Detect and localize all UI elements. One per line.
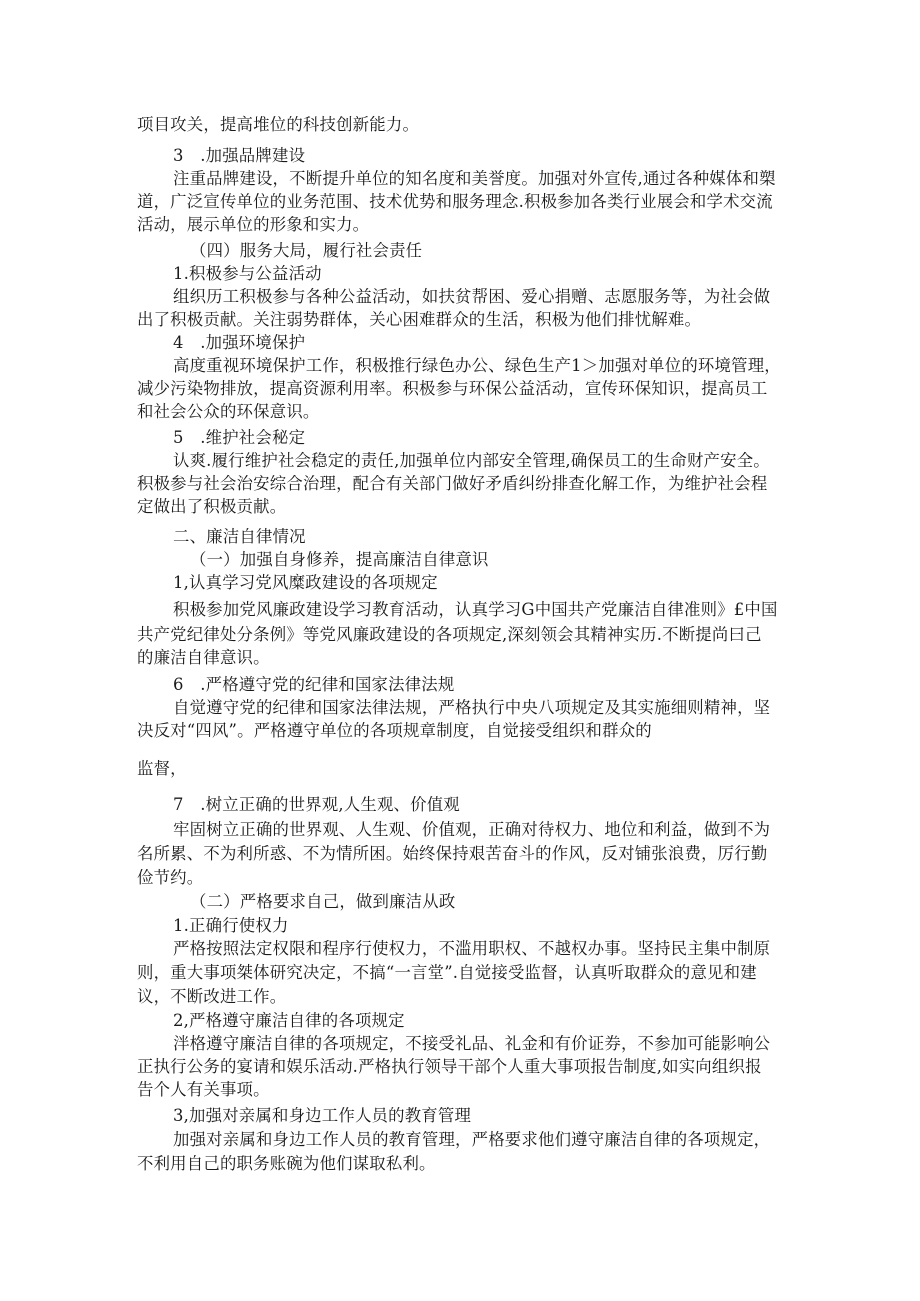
paragraph-line: 议，不断改进工作。 xyxy=(137,987,287,1006)
section-heading: 3 .加强品牌建设 xyxy=(173,146,306,165)
paragraph-line: 减少污染物排放，提高资源利用率。积极参与环保公益活动，宣传环保知识，提高员工 xyxy=(137,379,768,398)
paragraph-line: 加强对亲属和身边工作人员的教育管理，严格要求他们遵守廉洁自律的各项规定， xyxy=(173,1130,771,1149)
section-heading: 二、廉洁自律情况 xyxy=(173,527,306,546)
section-heading: 6 .严格遵守党的纪律和国家法律法规 xyxy=(173,675,455,694)
paragraph-line: 则，重大事项桀体研究决定，不搞“一言堂”.自觉接受监督，认真听取群众的意见和建 xyxy=(137,963,757,982)
paragraph-line: 注重品牌建设，不断提升单位的知名度和美誉度。加强对外宣传,通过各种媒体和槊 xyxy=(173,169,776,188)
section-heading: 5 .维护社会秘定 xyxy=(173,428,306,447)
paragraph-line: 积极参加党风廉政建设学习教育活动，认真学习G中国共产党廉洁自律准则》£中国 xyxy=(173,600,778,619)
section-heading: 3,加强对亲属和身边工作人员的教育管理 xyxy=(173,1106,472,1125)
paragraph-line: 泮格遵守廉洁自律的各项规定，不接受礼品、礼金和有价证券，不参加可能影响公 xyxy=(173,1034,771,1053)
section-heading: （四）服务大局，履行社会责任 xyxy=(190,241,423,260)
section-heading: 4 .加强环境保护 xyxy=(173,333,306,352)
paragraph-line: 积极参与社会治安综合治理，配合有关部门做好矛盾纠纷排查化解工作，为维护社会程 xyxy=(137,474,768,493)
section-heading: 1,认真学习党风糜政建设的各项规定 xyxy=(173,573,438,592)
section-heading: （一）加强自身修养，提高廉洁自律意识 xyxy=(190,550,489,569)
section-heading: 1.正确行使权力 xyxy=(173,916,289,935)
paragraph-line: 高度重视环境保护工作，积极推行绿色办公、绿色生产1＞加强对单位的环境管理， xyxy=(173,356,781,375)
paragraph-line: 名所累、不为利所惑、不为情所困。始终保持艰苦奋斗的作风，反对铺张浪费，厉行勤 xyxy=(137,844,768,863)
paragraph-line: 自觉遵守党的纪律和国家法律法规，严格执行中央八项规定及其实施细则精神，坚 xyxy=(173,698,771,717)
section-heading: （二）严格要求自己，做到廉洁从政 xyxy=(190,892,456,911)
paragraph-line: 监督， xyxy=(137,759,187,778)
paragraph-line: 道，广泛宣传单位的业务范围、技术优势和服务理念.积极参加各类行业展会和学术交流 xyxy=(137,192,773,211)
paragraph-line: 组织历工积极参与各种公益活动，如扶贫帮困、爱心捐赠、志愿服务等，为社会做 xyxy=(173,287,771,306)
paragraph-line: 正执行公务的宴请和娱乐活动.严格执行领导干部个人重大事项报告制度,如实向组织报 xyxy=(137,1057,762,1076)
paragraph-line: 决反对“四风”。严格遵守单位的各项规章制度，自觉接受组织和群众的 xyxy=(137,721,652,740)
paragraph-line: 严格按照法定权限和程序行使权力，不滥用职权、不越权办事。坚持民主集中制原 xyxy=(173,939,771,958)
paragraph-line: 项目攻关，提高堆位的科技创新能力。 xyxy=(137,115,420,134)
paragraph-line: 定做出了积极贡献。 xyxy=(137,497,287,516)
paragraph-line: 认爽.履行维护社会稳定的责任,加强单位内部安全管理,确保员工的生命财产安全。 xyxy=(173,451,770,470)
section-heading: 1.积极参与公益活动 xyxy=(173,264,322,283)
paragraph-line: 不利用自己的职务账碗为他们谋取私利。 xyxy=(137,1154,436,1173)
paragraph-line: 的廉洁自律意识。 xyxy=(137,648,270,667)
section-heading: 2,严格遵守廉洁自律的各项规定 xyxy=(173,1011,405,1030)
paragraph-line: 俭节约。 xyxy=(137,868,204,887)
paragraph-line: 共产党纪律处分条例》等党风廉政建设的各项规定,深刻领会其精神实历.不断提尚曰己 xyxy=(137,625,762,644)
paragraph-line: 牢固树立正确的世界观、人生观、价值观，正确对待权力、地位和利益，做到不为 xyxy=(173,820,771,839)
paragraph-line: 出了积极贡献。关注弱势群体，关心困难群众的生活，积极为他们排忧解难。 xyxy=(137,310,702,329)
paragraph-line: 活动，展示单位的形象和实力。 xyxy=(137,215,370,234)
paragraph-line: 和社会公众的环保意识。 xyxy=(137,402,320,421)
section-heading: 7 .树立正确的世界观,人生观、价值观 xyxy=(173,795,460,814)
paragraph-line: 告个人有关事项。 xyxy=(137,1080,270,1099)
